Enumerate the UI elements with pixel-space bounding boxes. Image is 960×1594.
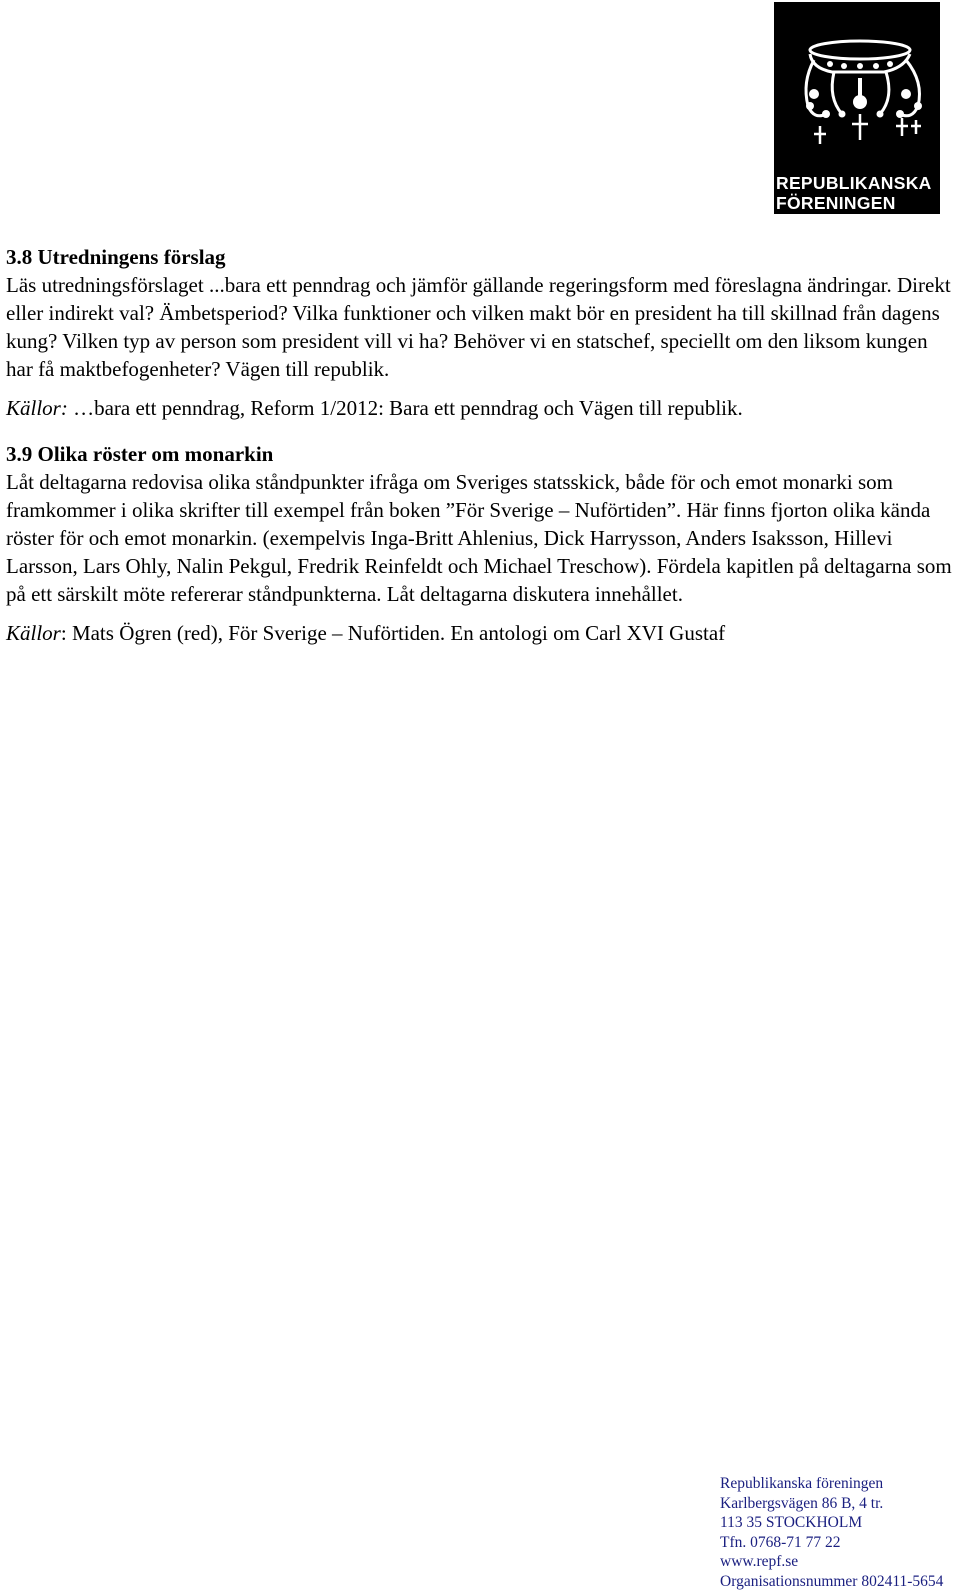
- section-3-8-body: Läs utredningsförslaget ...bara ett penndrag och jämför gällande regeringsform med föreslagna ändringar. Direkt eller indirekt val? Ämbetsperiod? Vilka funktioner och vilken makt bör en president ha till skillnad från dagens kung? Vilken typ av person som president vill vi ha? Behöver vi en statschef, speciellt om den liksom kungen har få maktbefogenheter? Vägen till republik.: [6, 273, 951, 381]
- republikanska-foreningen-logo: [774, 2, 940, 214]
- logo-text: [776, 173, 938, 213]
- footer-city: 113 35 STOCKHOLM: [720, 1514, 863, 1532]
- footer-org: Republikanska föreningen: [720, 1475, 884, 1492]
- section-3-8-sources: [6, 394, 954, 422]
- section-3-8: [6, 243, 954, 422]
- logo-line-1: REPUBLIKANSKA: [776, 173, 932, 193]
- footer-web: www.repf.se: [720, 1553, 799, 1571]
- footer-contact: [720, 1474, 960, 1592]
- sources-label: Källor:: [6, 396, 68, 420]
- document-body: [6, 243, 954, 665]
- section-3-9-heading: 3.9 Olika röster om monarkin: [6, 442, 274, 466]
- sources-text: …bara ett penndrag, Reform 1/2012: Bara ett penndrag och Vägen till republik.: [67, 396, 743, 420]
- footer-phone: Tfn. 0768-71 77 22: [720, 1533, 841, 1551]
- section-3-8-heading: 3.8 Utredningens förslag: [6, 245, 226, 269]
- logo-line-2: FÖRENINGEN: [776, 193, 896, 213]
- sources-label: Källor: [6, 621, 61, 645]
- section-3-9-sources: [6, 619, 954, 647]
- footer-orgnr: Organisationsnummer 802411-5654: [720, 1572, 944, 1590]
- broken-crown-icon: [774, 2, 940, 172]
- footer-address: Karlbergsvägen 86 B, 4 tr.: [720, 1494, 884, 1512]
- section-3-9-body: Låt deltagarna redovisa olika ståndpunkter ifråga om Sveriges statsskick, både för och emot monarki som framkommer i olika skrifter till exempel från boken ”För Sverige – Nuförtiden”. Här finns fjorton olika kända röster för och emot monarkin. (exempelvis Inga-Britt Ahlenius, Dick Harrysson, Anders Isaksson, Hillevi Larsson, Lars Ohly, Nalin Pekgul, Fredrik Reinfeldt och Michael Treschow). Fördela kapitlen på deltagarna som på ett särskilt möte refererar ståndpunkterna. Låt deltagarna diskutera innehållet.: [6, 470, 952, 606]
- sources-text: : Mats Ögren (red), För Sverige – Nuförtiden. En antologi om Carl XVI Gustaf: [60, 621, 726, 645]
- section-3-9: [6, 440, 954, 647]
